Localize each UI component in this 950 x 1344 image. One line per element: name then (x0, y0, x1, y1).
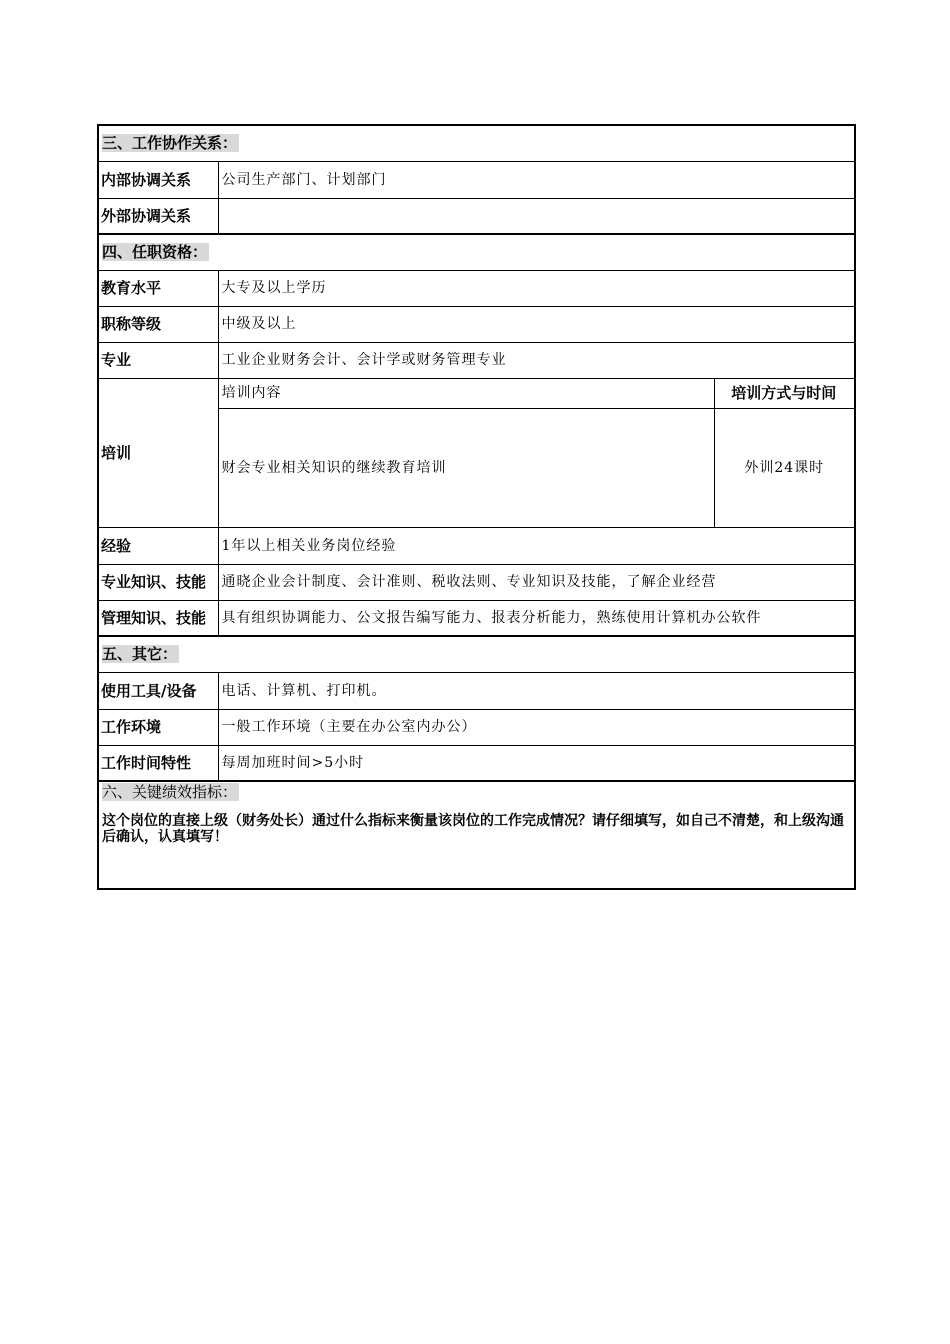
mgmt-skills-value: 具有组织协调能力、公文报告编写能力、报表分析能力，熟练使用计算机办公软件 (218, 600, 855, 636)
section-5-header-row (98, 636, 855, 672)
external-coordination-value (218, 198, 855, 234)
section-6-title: 六、关键绩效指标： (102, 783, 238, 801)
training-method-value: 外训24课时 (714, 408, 855, 527)
work-time-row (98, 745, 855, 781)
kpi-note: 这个岗位的直接上级（财务处长）通过什么指标来衡量该岗位的工作完成情况？请仔细填写，如自己不清楚，和上级沟通后确认，认真填写！ (102, 813, 844, 845)
experience-row (98, 527, 855, 564)
pro-skills-label: 专业知识、技能 (98, 564, 218, 600)
kpi-cell (98, 781, 855, 889)
title-level-value: 中级及以上 (218, 306, 855, 342)
experience-label: 经验 (98, 527, 218, 564)
internal-coordination-value: 公司生产部门、计划部门 (218, 161, 855, 198)
internal-coordination-row (98, 161, 855, 198)
pro-skills-value: 通晓企业会计制度、会计准则、税收法则、专业知识及技能，了解企业经营 (218, 564, 855, 600)
environment-value: 一般工作环境（主要在办公室内办公） (218, 709, 855, 745)
job-description-document (97, 124, 854, 890)
work-time-value: 每周加班时间>5小时 (218, 745, 855, 781)
title-level-label: 职称等级 (98, 306, 218, 342)
education-row (98, 270, 855, 306)
section-3-header-row (98, 125, 855, 161)
external-coordination-row (98, 198, 855, 234)
external-coordination-label: 外部协调关系 (98, 198, 218, 234)
internal-coordination-label: 内部协调关系 (98, 161, 218, 198)
section-4-title: 四、任职资格： (98, 234, 855, 270)
tools-value: 电话、计算机、打印机。 (218, 672, 855, 709)
environment-row (98, 709, 855, 745)
section-3-title: 三、工作协作关系： (98, 125, 855, 161)
major-label: 专业 (98, 342, 218, 378)
environment-label: 工作环境 (98, 709, 218, 745)
education-label: 教育水平 (98, 270, 218, 306)
section-4-header-row (98, 234, 855, 270)
major-value: 工业企业财务会计、会计学或财务管理专业 (218, 342, 855, 378)
education-value: 大专及以上学历 (218, 270, 855, 306)
section-5-title: 五、其它： (98, 636, 855, 672)
mgmt-skills-row (98, 600, 855, 636)
training-content-value: 财会专业相关知识的继续教育培训 (218, 408, 714, 527)
major-row (98, 342, 855, 378)
training-method-header: 培训方式与时间 (714, 378, 855, 408)
tools-row (98, 672, 855, 709)
training-label: 培训 (98, 378, 218, 527)
title-level-row (98, 306, 855, 342)
work-time-label: 工作时间特性 (98, 745, 218, 781)
tools-label: 使用工具/设备 (98, 672, 218, 709)
job-description-table (97, 124, 856, 890)
training-header-row (98, 378, 855, 408)
pro-skills-row (98, 564, 855, 600)
section-6-row (98, 781, 855, 889)
experience-value: 1年以上相关业务岗位经验 (218, 527, 855, 564)
mgmt-skills-label: 管理知识、技能 (98, 600, 218, 636)
training-content-header: 培训内容 (218, 378, 714, 408)
